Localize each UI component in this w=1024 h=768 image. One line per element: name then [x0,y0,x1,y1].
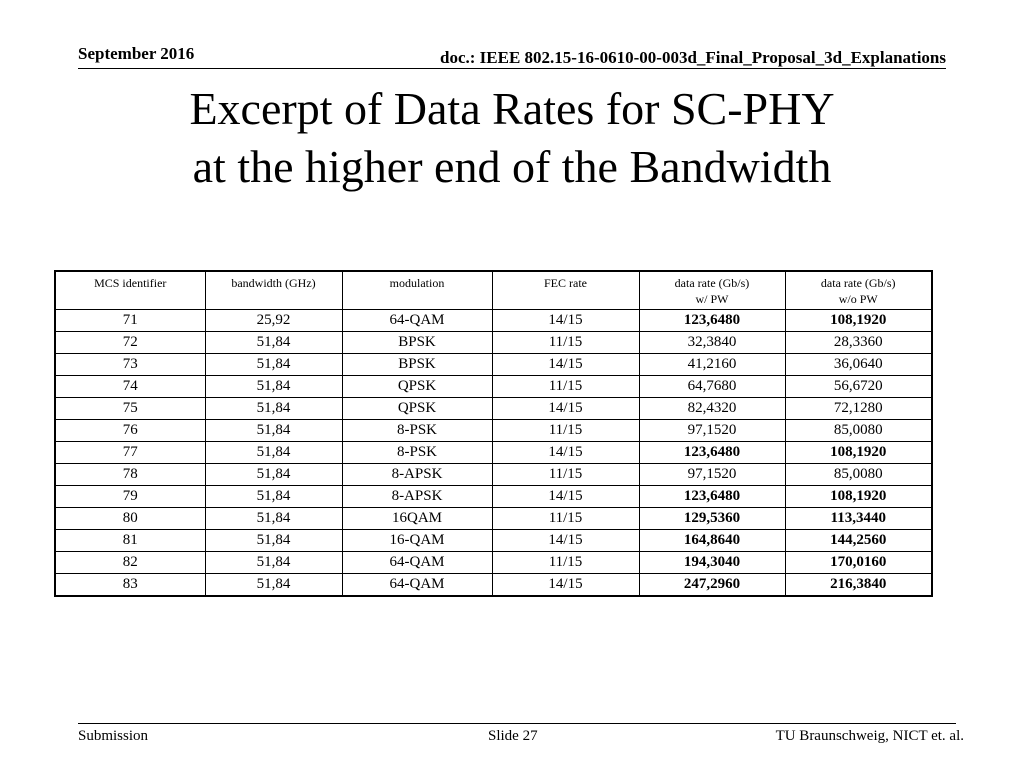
cell-mcs: 75 [55,398,205,420]
cell-modulation: 8-APSK [342,486,492,508]
table-row [55,420,932,442]
cell-modulation: 16QAM [342,508,492,530]
col-header-modulation: modulation [342,271,492,310]
table-row [55,464,932,486]
cell-mcs: 76 [55,420,205,442]
cell-rate-pw: 123,6480 [639,486,785,508]
table-row [55,310,932,332]
cell-rate-pw: 64,7680 [639,376,785,398]
cell-rate-nopw: 72,1280 [785,398,932,420]
cell-rate-nopw: 28,3360 [785,332,932,354]
cell-mcs: 80 [55,508,205,530]
cell-mcs: 82 [55,552,205,574]
table-row [55,486,932,508]
cell-mcs: 81 [55,530,205,552]
table-row [55,530,932,552]
cell-fec: 14/15 [492,354,639,376]
table-row [55,332,932,354]
table-row [55,354,932,376]
cell-mcs: 74 [55,376,205,398]
header-doc-id: doc.: IEEE 802.15-16-0610-00-003d_Final_Proposal_3d_Explanations [440,48,946,67]
cell-mcs: 79 [55,486,205,508]
col-header-rate-nopw: data rate (Gb/s) w/o PW [785,271,932,310]
cell-fec: 14/15 [492,574,639,597]
cell-fec: 14/15 [492,530,639,552]
cell-modulation: 16-QAM [342,530,492,552]
footer-submission: Submission [78,728,149,744]
cell-rate-pw: 247,2960 [639,574,785,597]
cell-rate-pw: 123,6480 [639,310,785,332]
cell-rate-pw: 97,1520 [639,420,785,442]
cell-rate-nopw: 113,3440 [785,508,932,530]
cell-mcs: 73 [55,354,205,376]
cell-bandwidth: 51,84 [205,464,342,486]
cell-fec: 11/15 [492,464,639,486]
cell-mcs: 77 [55,442,205,464]
table-row [55,376,932,398]
col-header-rate-pw: data rate (Gb/s) w/ PW [639,271,785,310]
cell-modulation: 64-QAM [342,310,492,332]
table-body [55,310,932,597]
table-row [55,574,932,597]
cell-modulation: 8-APSK [342,464,492,486]
col-header-mcs: MCS identifier [55,271,205,310]
cell-bandwidth: 51,84 [205,398,342,420]
cell-bandwidth: 51,84 [205,420,342,442]
cell-rate-nopw: 144,2560 [785,530,932,552]
col-header-fec: FEC rate [492,271,639,310]
cell-fec: 11/15 [492,420,639,442]
cell-rate-pw: 97,1520 [639,464,785,486]
cell-rate-pw: 32,3840 [639,332,785,354]
data-rates-table [54,270,933,597]
cell-rate-nopw: 85,0080 [785,420,932,442]
cell-rate-nopw: 85,0080 [785,464,932,486]
table-row [55,552,932,574]
cell-bandwidth: 51,84 [205,376,342,398]
cell-bandwidth: 51,84 [205,508,342,530]
cell-mcs: 72 [55,332,205,354]
cell-rate-pw: 164,8640 [639,530,785,552]
cell-bandwidth: 51,84 [205,442,342,464]
cell-rate-nopw: 36,0640 [785,354,932,376]
cell-bandwidth: 51,84 [205,552,342,574]
table-header-row [55,271,932,310]
header-date: September 2016 [78,44,195,63]
cell-bandwidth: 25,92 [205,310,342,332]
cell-rate-nopw: 108,1920 [785,442,932,464]
cell-rate-pw: 41,2160 [639,354,785,376]
slide-title-line-1: Excerpt of Data Rates for SC-PHY [189,83,835,134]
slide-title-line-2: at the higher end of the Bandwidth [192,141,832,192]
cell-bandwidth: 51,84 [205,332,342,354]
cell-bandwidth: 51,84 [205,486,342,508]
cell-rate-pw: 82,4320 [639,398,785,420]
cell-modulation: 64-QAM [342,574,492,597]
table-row [55,398,932,420]
cell-fec: 11/15 [492,552,639,574]
cell-mcs: 83 [55,574,205,597]
cell-rate-pw: 129,5360 [639,508,785,530]
cell-fec: 11/15 [492,376,639,398]
cell-modulation: QPSK [342,376,492,398]
cell-bandwidth: 51,84 [205,354,342,376]
table-row [55,442,932,464]
col-header-bandwidth: bandwidth (GHz) [205,271,342,310]
cell-modulation: BPSK [342,332,492,354]
cell-fec: 14/15 [492,398,639,420]
cell-rate-nopw: 108,1920 [785,486,932,508]
footer-divider [78,723,956,724]
cell-fec: 14/15 [492,310,639,332]
cell-rate-nopw: 108,1920 [785,310,932,332]
slide-title [0,80,1024,196]
footer-slide-number: Slide 27 [488,728,538,744]
cell-mcs: 71 [55,310,205,332]
cell-fec: 14/15 [492,442,639,464]
cell-modulation: QPSK [342,398,492,420]
cell-modulation: 8-PSK [342,442,492,464]
cell-rate-nopw: 56,6720 [785,376,932,398]
cell-bandwidth: 51,84 [205,574,342,597]
cell-fec: 11/15 [492,508,639,530]
header-divider [78,68,946,69]
cell-rate-pw: 194,3040 [639,552,785,574]
footer-authors: TU Braunschweig, NICT et. al. [775,728,964,744]
cell-rate-nopw: 216,3840 [785,574,932,597]
cell-modulation: BPSK [342,354,492,376]
cell-rate-nopw: 170,0160 [785,552,932,574]
cell-modulation: 64-QAM [342,552,492,574]
cell-modulation: 8-PSK [342,420,492,442]
cell-fec: 14/15 [492,486,639,508]
cell-fec: 11/15 [492,332,639,354]
cell-rate-pw: 123,6480 [639,442,785,464]
table-row [55,508,932,530]
cell-mcs: 78 [55,464,205,486]
cell-bandwidth: 51,84 [205,530,342,552]
